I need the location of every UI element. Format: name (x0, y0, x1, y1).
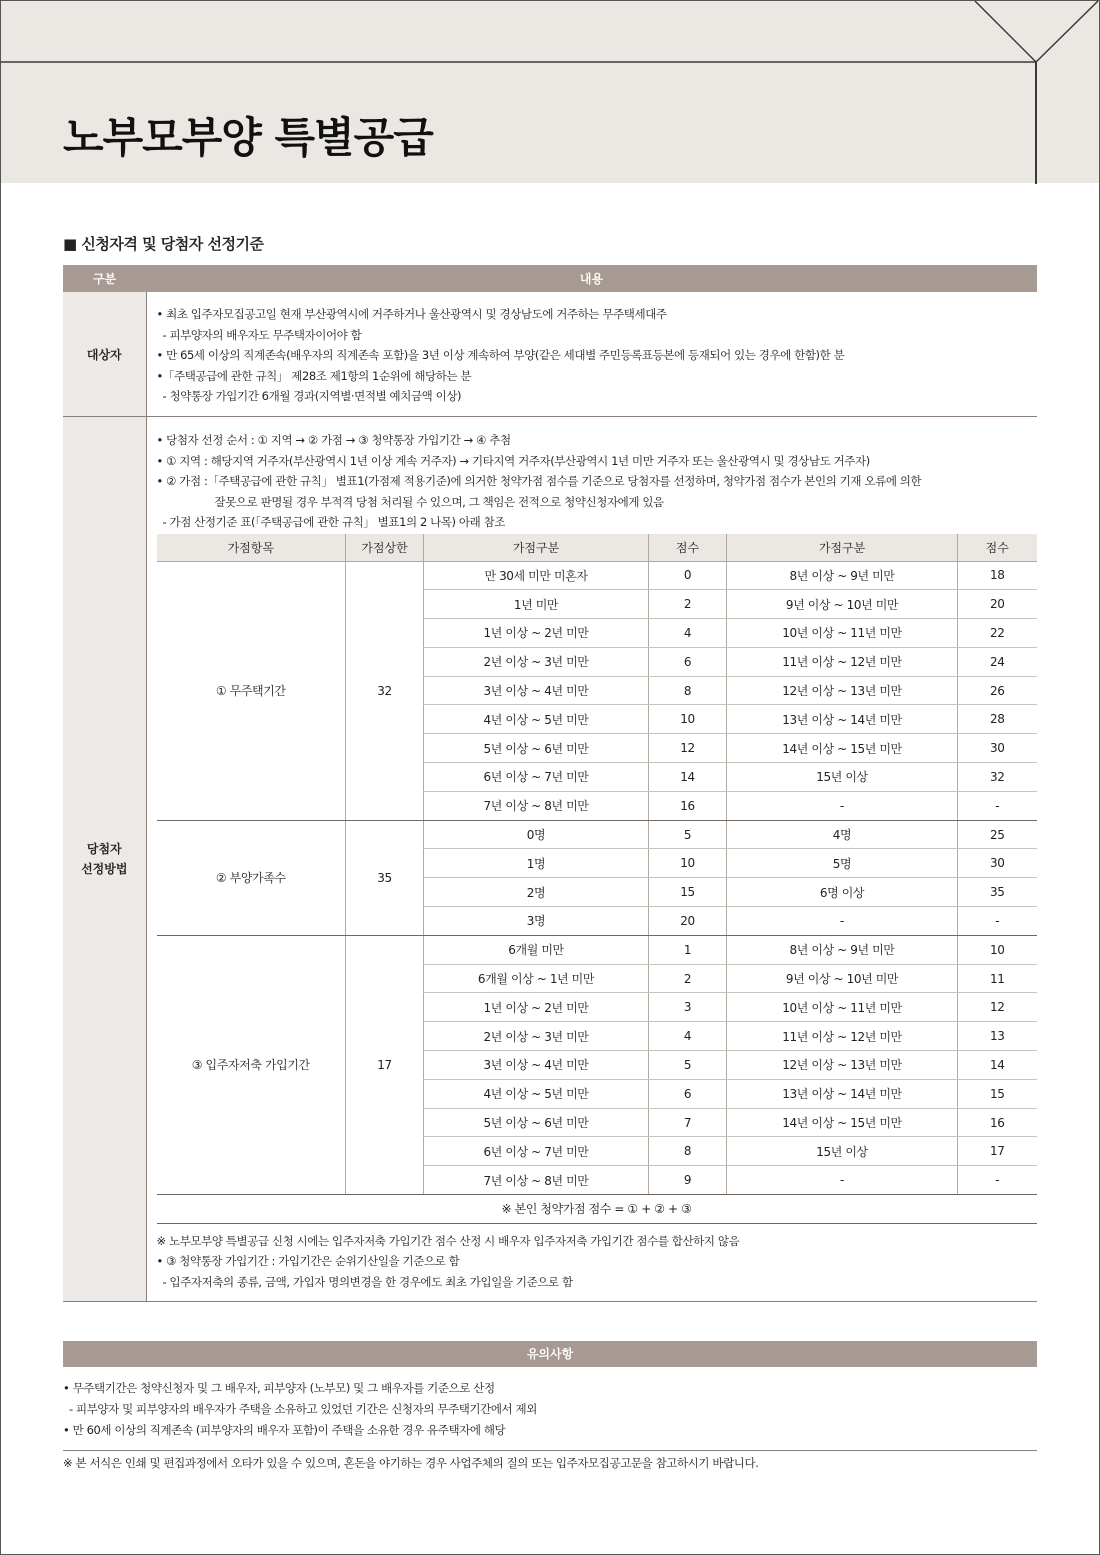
score-cell: 2 (649, 964, 727, 993)
category-cell: 5명 (727, 849, 958, 878)
score-cell: 30 (958, 849, 1037, 878)
category-cell: 3년 이상 ~ 4년 미만 (424, 676, 649, 705)
score-cell: 16 (649, 791, 727, 820)
category-cell: 7년 이상 ~ 8년 미만 (424, 1166, 649, 1195)
header-content: 내용 (146, 265, 1037, 292)
score-cell: 25 (958, 820, 1037, 849)
score-cell: 14 (958, 1051, 1037, 1080)
category-cell: 11년 이상 ~ 12년 미만 (727, 647, 958, 676)
category-cell: 6개월 미만 (424, 935, 649, 964)
category-cell: 10년 이상 ~ 11년 미만 (727, 993, 958, 1022)
target-content (146, 292, 1037, 417)
score-cell: 10 (649, 849, 727, 878)
score-cell: 10 (649, 705, 727, 734)
selection-note: ※ 노부모부양 특별공급 신청 시에는 입주자저축 가입기간 점수 산정 시 배우자 입주자저축 가입기간 점수를 합산하지 않음 (156, 1233, 740, 1248)
score-header: 가점상한 (346, 534, 424, 562)
score-cell: 12 (958, 993, 1037, 1022)
category-cell: 4명 (727, 820, 958, 849)
category-cell: 14년 이상 ~ 15년 미만 (727, 1108, 958, 1137)
category-cell: 6명 이상 (727, 878, 958, 907)
footer-note: ※ 본 서식은 인쇄 및 편집과정에서 오타가 있을 수 있으며, 혼돈을 야기하는 경우 사업주체의 질의 또는 입주자모집공고문을 참고하시기 바랍니다. (63, 1456, 759, 1470)
score-cell: 16 (958, 1108, 1037, 1137)
score-cell: 10 (958, 935, 1037, 964)
target-label: 대상자 (63, 292, 146, 417)
score-cell: 26 (958, 676, 1037, 705)
category-cell: 3명 (424, 907, 649, 936)
score-item-max: 17 (346, 935, 424, 1194)
score-cell: 6 (649, 1079, 727, 1108)
score-cell: 4 (649, 1022, 727, 1051)
notice-item: • 무주택기간은 청약신청자 및 그 배우자, 피부양자 (노부모) 및 그 배우자를 기준으로 산정 (63, 1381, 495, 1395)
category-cell: 만 30세 미만 미혼자 (424, 561, 649, 590)
score-cell: 30 (958, 734, 1037, 763)
score-table-body (157, 561, 1037, 1195)
score-cell: 11 (958, 964, 1037, 993)
selection-row (63, 417, 1037, 1302)
notice-header: 유의사항 (63, 1341, 1037, 1367)
category-cell: - (727, 907, 958, 936)
score-item-max: 32 (346, 561, 424, 820)
category-cell: 4년 이상 ~ 5년 미만 (424, 1079, 649, 1108)
selection-note: - 입주자저축의 종류, 금액, 가입자 명의변경을 한 경우에도 최초 가입일을 기준으로 함 (162, 1274, 573, 1289)
category-cell: 7년 이상 ~ 8년 미만 (424, 791, 649, 820)
score-cell: 2 (649, 590, 727, 619)
category-cell: 2명 (424, 878, 649, 907)
category-cell: 14년 이상 ~ 15년 미만 (727, 734, 958, 763)
total-score-formula: ※ 본인 청약가점 점수 = ① + ② + ③ (157, 1195, 1037, 1224)
category-cell: 2년 이상 ~ 3년 미만 (424, 647, 649, 676)
category-cell: 10년 이상 ~ 11년 미만 (727, 619, 958, 648)
score-cell: 13 (958, 1022, 1037, 1051)
score-header: 가점항목 (157, 534, 346, 562)
selection-line: • 당첨자 선정 순서 : ① 지역 → ② 가점 → ③ 청약통장 가입기간 → ④ 추첨 (156, 433, 511, 447)
table-row (157, 820, 1037, 849)
category-cell: 6년 이상 ~ 7년 미만 (424, 1137, 649, 1166)
score-cell: 1 (649, 935, 727, 964)
score-cell: 4 (649, 619, 727, 648)
score-cell: 5 (649, 820, 727, 849)
score-item-name: ② 부양가족수 (157, 820, 346, 935)
category-cell: 13년 이상 ~ 14년 미만 (727, 1079, 958, 1108)
selection-line: • ② 가점 :「주택공급에 관한 규칙」 별표1(가점제 적용기준)에 의거한 청약가점 점수를 기준으로 당첨자를 선정하며, 청약가점 점수가 본인의 기재 오류에 의한 (156, 474, 922, 488)
header-category: 구분 (63, 265, 146, 292)
score-cell: 15 (649, 878, 727, 907)
category-cell: 9년 이상 ~ 10년 미만 (727, 964, 958, 993)
score-cell: 20 (958, 590, 1037, 619)
category-cell: 6개월 이상 ~ 1년 미만 (424, 964, 649, 993)
category-cell: 4년 이상 ~ 5년 미만 (424, 705, 649, 734)
category-cell: 6년 이상 ~ 7년 미만 (424, 763, 649, 792)
category-cell: 9년 이상 ~ 10년 미만 (727, 590, 958, 619)
category-cell: 1년 이상 ~ 2년 미만 (424, 619, 649, 648)
category-cell: 11년 이상 ~ 12년 미만 (727, 1022, 958, 1051)
score-cell: 7 (649, 1108, 727, 1137)
category-cell: - (727, 791, 958, 820)
section-heading: ■ 신청자격 및 당첨자 선정기준 (63, 235, 264, 253)
category-cell: 0명 (424, 820, 649, 849)
category-cell: 5년 이상 ~ 6년 미만 (424, 1108, 649, 1137)
page-title: 노부모부양 특별공급 (63, 113, 433, 162)
category-cell: - (727, 1166, 958, 1195)
score-cell: 22 (958, 619, 1037, 648)
category-cell: 8년 이상 ~ 9년 미만 (727, 561, 958, 590)
score-table (157, 534, 1037, 1224)
score-cell: 8 (649, 676, 727, 705)
category-cell: 3년 이상 ~ 4년 미만 (424, 1051, 649, 1080)
category-cell: 1명 (424, 849, 649, 878)
table-row (157, 935, 1037, 964)
target-line: • 최초 입주자모집공고일 현재 부산광역시에 거주하거나 울산광역시 및 경상남도에 거주하는 무주택세대주 (156, 307, 667, 321)
score-header: 가점구분 (424, 534, 649, 562)
category-cell: 13년 이상 ~ 14년 미만 (727, 705, 958, 734)
score-cell: 32 (958, 763, 1037, 792)
score-cell: 17 (958, 1137, 1037, 1166)
score-cell: - (958, 1166, 1037, 1195)
score-cell: 28 (958, 705, 1037, 734)
selection-line: - 가점 산정기준 표(「주택공급에 관한 규칙」 별표1의 2 나목) 아래 참조 (162, 515, 505, 529)
score-header: 가점구분 (727, 534, 958, 562)
selection-note: • ③ 청약통장 가입기간 : 가입기간은 순위기산일을 기준으로 함 (156, 1254, 460, 1269)
notice-list (63, 1378, 537, 1441)
notice-item: • 만 60세 이상의 직계존속 (피부양자의 배우자 포함)이 주택을 소유한 경우 유주택자에 해당 (63, 1423, 506, 1437)
target-line: - 청약통장 가입기간 6개월 경과(지역별·면적별 예치금액 이상) (162, 389, 462, 403)
category-cell: 12년 이상 ~ 13년 미만 (727, 676, 958, 705)
score-cell: 14 (649, 763, 727, 792)
selection-label-line: 당첨자 (86, 842, 122, 857)
score-cell: 18 (958, 561, 1037, 590)
score-cell: 5 (649, 1051, 727, 1080)
score-item-name: ③ 입주자저축 가입기간 (157, 935, 346, 1194)
score-cell: 24 (958, 647, 1037, 676)
eligibility-table (63, 265, 1037, 1302)
category-cell: 2년 이상 ~ 3년 미만 (424, 1022, 649, 1051)
score-header: 점수 (958, 534, 1037, 562)
score-item-name: ① 무주택기간 (157, 561, 346, 820)
category-cell: 8년 이상 ~ 9년 미만 (727, 935, 958, 964)
notice-item: - 피부양자 및 피부양자의 배우자가 주택을 소유하고 있었던 기간은 신청자의 무주택기간에서 제외 (69, 1402, 537, 1416)
category-cell: 15년 이상 (727, 763, 958, 792)
target-line: • 만 65세 이상의 직계존속(배우자의 직계존속 포함)을 3년 이상 계속하여 부양(같은 세대별 주민등록표등본에 등재되어 있는 경우에 한함)한 분 (156, 348, 845, 362)
category-cell: 1년 미만 (424, 590, 649, 619)
selection-label-line: 선정방법 (81, 862, 128, 877)
score-cell: 20 (649, 907, 727, 936)
category-cell: 12년 이상 ~ 13년 미만 (727, 1051, 958, 1080)
selection-content (146, 417, 1037, 1302)
footer-divider (63, 1450, 1037, 1451)
score-cell: 3 (649, 993, 727, 1022)
score-cell: 15 (958, 1079, 1037, 1108)
score-cell: 35 (958, 878, 1037, 907)
score-cell: 6 (649, 647, 727, 676)
category-cell: 15년 이상 (727, 1137, 958, 1166)
target-line: - 피부양자의 배우자도 무주택자이어야 함 (162, 327, 362, 342)
score-cell: 8 (649, 1137, 727, 1166)
score-cell: 9 (649, 1166, 727, 1195)
score-header: 점수 (649, 534, 727, 562)
score-cell: 0 (649, 561, 727, 590)
table-row (157, 561, 1037, 590)
category-cell: 5년 이상 ~ 6년 미만 (424, 734, 649, 763)
score-cell: 12 (649, 734, 727, 763)
score-cell: - (958, 907, 1037, 936)
target-row (63, 292, 1037, 417)
category-cell: 1년 이상 ~ 2년 미만 (424, 993, 649, 1022)
selection-line: • ① 지역 : 해당지역 거주자(부산광역시 1년 이상 계속 거주자) → 기타지역 거주자(부산광역시 1년 미만 거주자 또는 울산광역시 및 경상남도 거주자) (156, 453, 870, 468)
score-item-max: 35 (346, 820, 424, 935)
target-line: •「주택공급에 관한 규칙」 제28조 제1항의 1순위에 해당하는 분 (156, 368, 472, 383)
selection-label (63, 417, 146, 1302)
score-cell: - (958, 791, 1037, 820)
selection-line: 잘못으로 판명될 경우 부적격 당첨 처리될 수 있으며, 그 책임은 전적으로 청약신청자에게 있음 (214, 494, 664, 509)
